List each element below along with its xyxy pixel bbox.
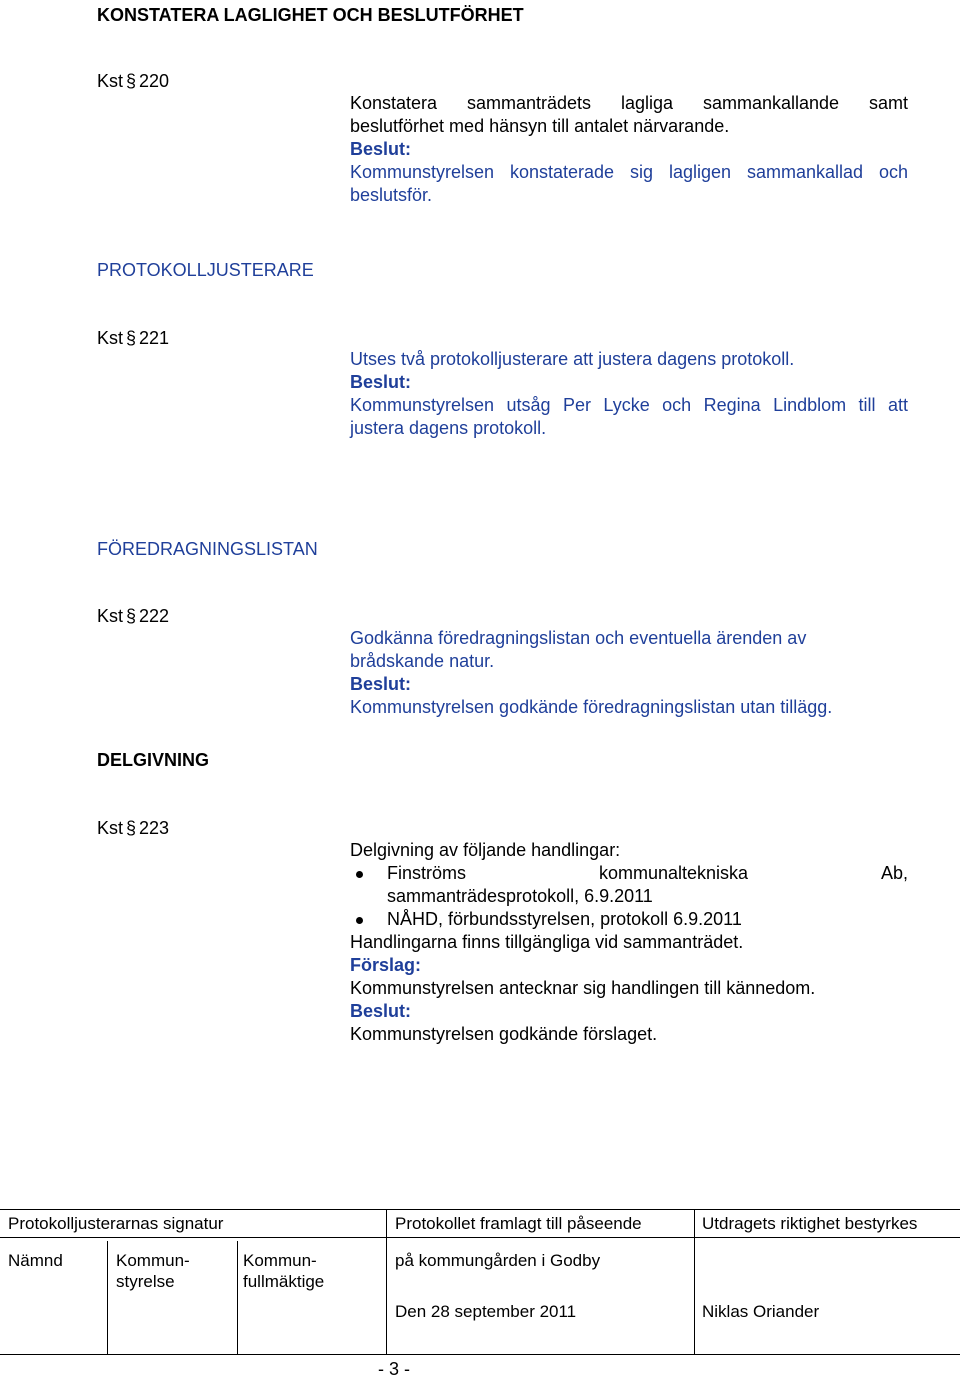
footer-divider	[107, 1241, 108, 1354]
footer-col1-title: Protokolljusterarnas signatur	[8, 1214, 224, 1233]
footer-divider	[694, 1209, 695, 1354]
footer-divider	[386, 1209, 387, 1354]
footer-top-border	[0, 1209, 960, 1210]
list-item-word: kommunaltekniska	[598, 863, 749, 883]
forslag-line: Kommunstyrelsen antecknar sig handlingen till kännedom.	[350, 978, 816, 998]
body-line: Godkänna föredragningslistan och eventuella ärenden av	[350, 628, 807, 648]
beslut-line: Kommunstyrelsen godkände föredragningslistan utan tillägg.	[350, 697, 833, 717]
bullet-icon	[356, 917, 363, 924]
section-body-223	[350, 839, 908, 1046]
kst-label: Kst	[97, 71, 124, 91]
section-heading-laglighet: KONSTATERA LAGLIGHET OCH BESLUTFÖRHET	[97, 5, 524, 25]
page-number: - 3 -	[378, 1359, 411, 1378]
kst-label: Kst	[97, 606, 124, 626]
beslut-label: Beslut:	[350, 372, 412, 392]
footer-col2-title: Protokollet framlagt till påseende	[395, 1214, 642, 1233]
footer-namnd: Nämnd	[8, 1251, 63, 1270]
kst-paragraph-221	[97, 327, 169, 350]
section-heading-delgivning: DELGIVNING	[97, 750, 210, 770]
body-line: Konstatera sammanträdets lagliga sammankallande samt	[350, 93, 908, 113]
footer-signer: Niklas Oriander	[702, 1302, 820, 1321]
list-item-line: NÅHD, förbundsstyrelsen, protokoll 6.9.2011	[387, 909, 742, 929]
bullet-icon	[356, 871, 363, 878]
kst-label: Kst	[97, 818, 124, 838]
footer-bottom-border	[0, 1354, 960, 1355]
beslut-label: Beslut:	[350, 674, 412, 694]
body-line: brådskande natur.	[350, 651, 495, 671]
kst-number: 220	[139, 71, 170, 91]
footer-header-border	[0, 1237, 960, 1238]
footer-kommunfullmaktige-line1: Kommun-	[243, 1251, 317, 1270]
list-item	[350, 862, 908, 908]
section-sign-icon: §	[126, 606, 137, 626]
list-item-word: Finströms	[387, 863, 467, 883]
beslut-line: justera dagens protokoll.	[350, 418, 547, 438]
section-heading-foredragningslistan: FÖREDRAGNINGSLISTAN	[97, 539, 318, 559]
footer-divider	[237, 1241, 238, 1354]
kst-number: 221	[139, 328, 170, 348]
list-item	[350, 908, 908, 931]
section-sign-icon: §	[126, 818, 137, 838]
body-line: Handlingarna finns tillgängliga vid sammanträdet.	[350, 932, 744, 952]
beslut-line: Kommunstyrelsen utsåg Per Lycke och Regina Lindblom till att	[350, 395, 908, 415]
beslut-label: Beslut:	[350, 139, 412, 159]
footer-kommunstyrelse-line2: styrelse	[116, 1272, 175, 1291]
footer-col3-title: Utdragets riktighet bestyrkes	[702, 1214, 918, 1233]
footer-place: på kommungården i Godby	[395, 1251, 601, 1270]
body-line: Delgivning av följande handlingar:	[350, 840, 621, 860]
list-item-line	[387, 862, 908, 885]
footer-kommunfullmaktige-line2: fullmäktige	[243, 1272, 325, 1291]
section-body-221	[350, 348, 908, 440]
kst-number: 223	[139, 818, 170, 838]
footer-date: Den 28 september 2011	[395, 1302, 577, 1321]
kst-paragraph-220	[97, 70, 169, 93]
forslag-label: Förslag:	[350, 955, 422, 975]
beslut-line: Kommunstyrelsen godkände förslaget.	[350, 1024, 658, 1044]
body-line: beslutförhet med hänsyn till antalet närvarande.	[350, 116, 730, 136]
body-line: Utses två protokolljusterare att justera dagens protokoll.	[350, 349, 795, 369]
kst-paragraph-222	[97, 605, 169, 628]
beslut-line: Kommunstyrelsen konstaterade sig lagligen sammankallad och	[350, 162, 908, 182]
list-item-line: sammanträdesprotokoll, 6.9.2011	[387, 886, 653, 906]
section-sign-icon: §	[126, 71, 137, 91]
section-body-220	[350, 92, 908, 207]
section-heading-protokolljusterare: PROTOKOLLJUSTERARE	[97, 260, 314, 280]
section-body-222	[350, 627, 908, 719]
kst-label: Kst	[97, 328, 124, 348]
beslut-label: Beslut:	[350, 1001, 412, 1021]
handlingar-list	[350, 862, 908, 931]
kst-number: 222	[139, 606, 170, 626]
beslut-line: beslutsför.	[350, 185, 433, 205]
section-sign-icon: §	[126, 328, 137, 348]
list-item-word: Ab,	[880, 863, 908, 883]
footer-kommunstyrelse-line1: Kommun-	[116, 1251, 190, 1270]
kst-paragraph-223	[97, 817, 169, 840]
